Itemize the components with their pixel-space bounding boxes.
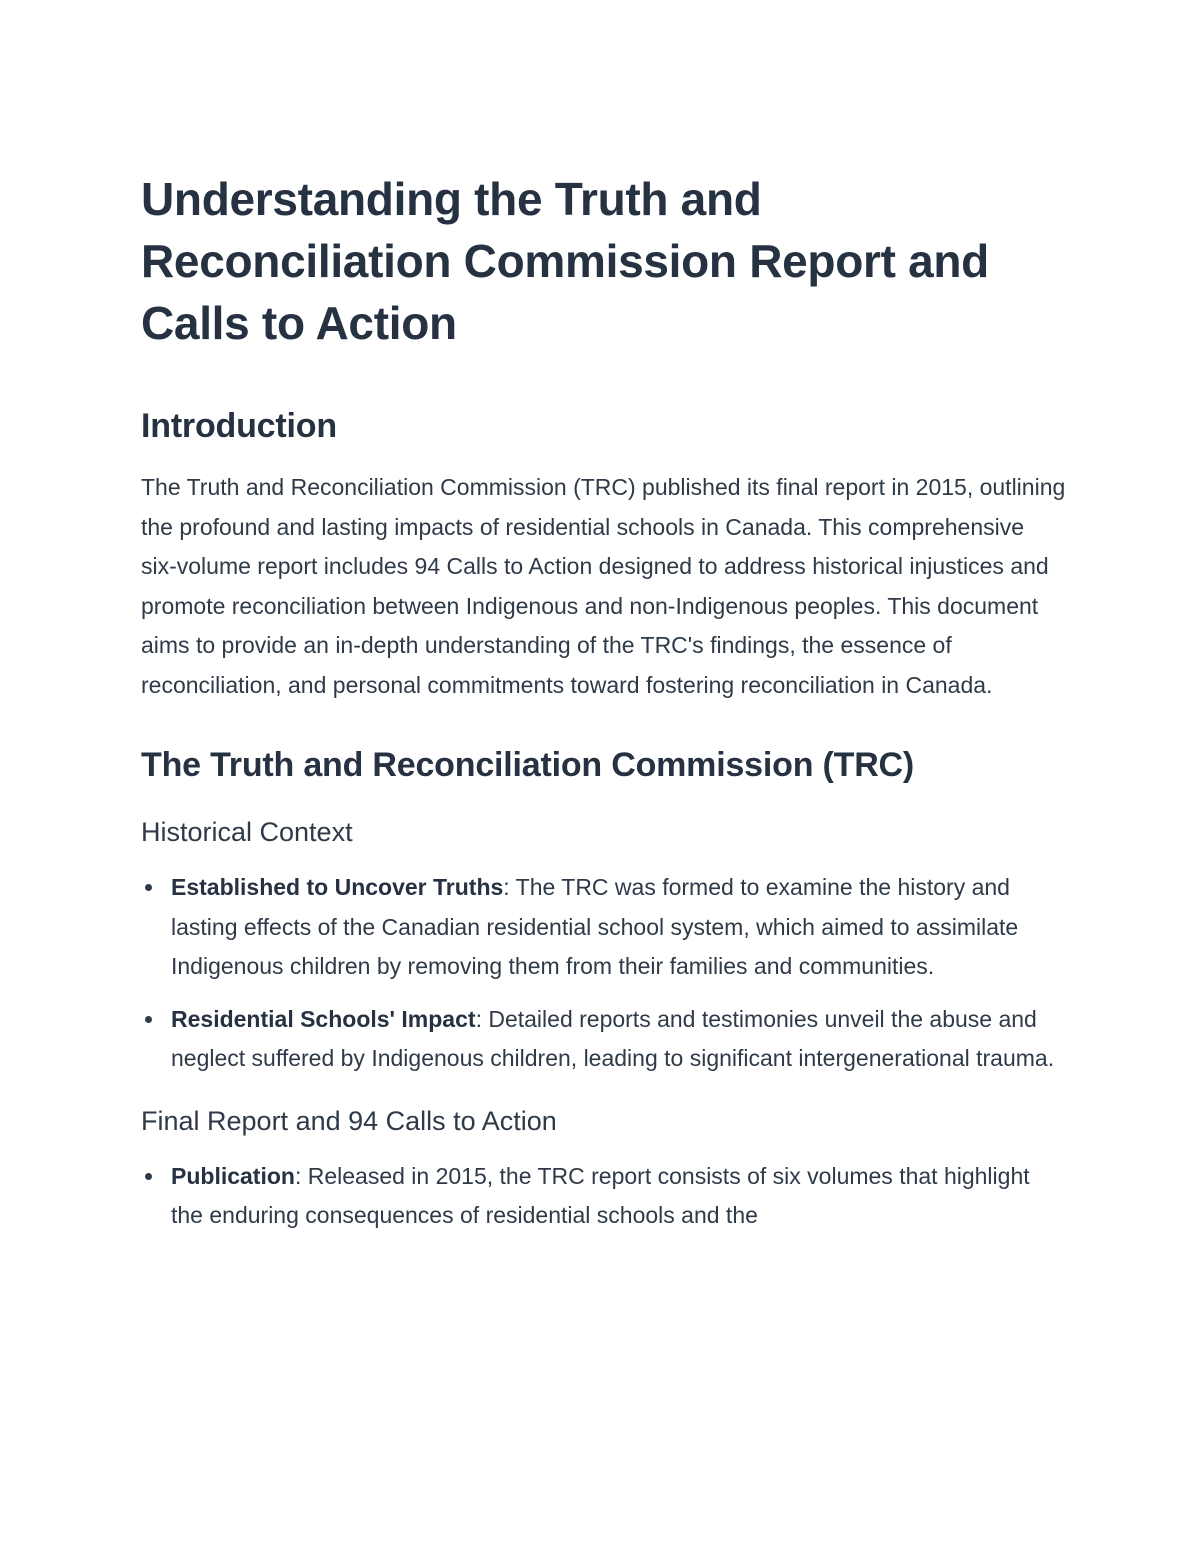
final-report-heading: Final Report and 94 Calls to Action <box>141 1105 557 1136</box>
document-page <box>141 168 1066 1249</box>
list-item-text: Released in 2015, the TRC report consists of six volumes that highlight the enduring consequences of residential schools and the <box>171 1162 1030 1228</box>
list-item: Publication: Released in 2015, the TRC report consists of six volumes that highlight the enduring consequences of residential schools and the <box>141 1157 1066 1236</box>
historical-context-heading: Historical Context <box>141 817 353 847</box>
list-item-text: The TRC was formed to examine the history and lasting effects of the Canadian residential school system, which aimed to assimilate Indigenous children by removing them from their families and communities. <box>171 874 1019 979</box>
list-item-text: Detailed reports and testimonies unveil the abuse and neglect suffered by Indigenous children, leading to significant intergenerational trauma. <box>171 1005 1055 1071</box>
list-item-term: Publication <box>171 1162 295 1189</box>
list-item-term: Established to Uncover Truths <box>171 874 504 900</box>
bullet-icon <box>145 1016 152 1023</box>
list-item: Established to Uncover Truths: The TRC was formed to examine the history and lasting effects of the Canadian residential school system, which aimed to assimilate Indigenous children by removing them from their families and communities. <box>141 868 1066 987</box>
historical-context-list <box>141 868 1066 1079</box>
list-item: Residential Schools' Impact: Detailed reports and testimonies unveil the abuse and neglect suffered by Indigenous children, leading to significant intergenerational trauma. <box>141 1000 1066 1079</box>
bullet-icon <box>145 1173 152 1180</box>
introduction-heading: Introduction <box>141 407 337 445</box>
trc-section-heading: The Truth and Reconciliation Commission (TRC) <box>141 746 915 784</box>
document-title: Understanding the Truth and Reconciliation Commission Report and Calls to Action <box>141 173 989 349</box>
final-report-list <box>141 1157 1066 1236</box>
list-item-term: Residential Schools' Impact <box>171 1005 476 1032</box>
introduction-paragraph: The Truth and Reconciliation Commission (TRC) published its final report in 2015, outlining the profound and lasting impacts of residential schools in Canada. This comprehensive six-volume report includes 94 Calls to Action designed to address historical injustices and promote reconciliation between Indigenous and non-Indigenous peoples. This document aims to provide an in-depth understanding of the TRC's findings, the essence of reconciliation, and personal commitments toward fostering reconciliation in Canada. <box>141 474 1066 698</box>
bullet-icon <box>145 884 152 891</box>
